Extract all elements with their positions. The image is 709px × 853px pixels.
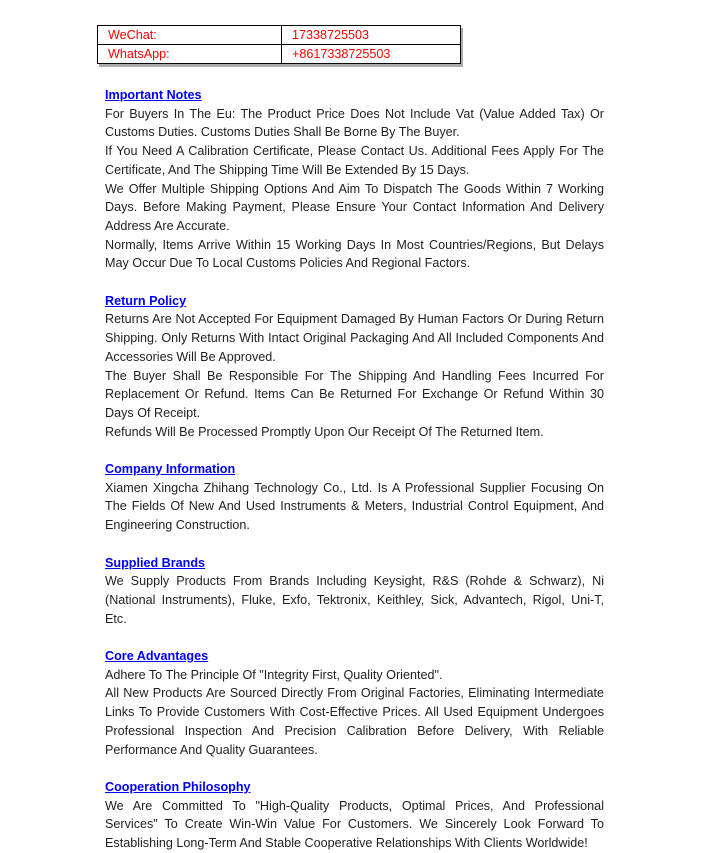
table-row [98,45,461,64]
paragraph: Normally, Items Arrive Within 15 Working Days In Most Countries/Regions, But Delays May Occur Due To Local Customs Policies And Regional Factors. [105,237,604,271]
paragraph: We Supply Products From Brands Including Keysight, R&S (Rohde & Schwarz), Ni (National Instruments), Fluke, Exfo, Tektronix, Keithley, Sick, Advantech, Rigol, Uni-T, Etc. [105,574,604,626]
contact-table [97,25,461,64]
paragraph: All New Products Are Sourced Directly From Original Factories, Eliminating Intermediate Links To Provide Customers With Cost-Effective Prices. All Used Equipment Undergoes Professional Inspection And Precision Calibration Before Delivery, With Reliable Performance And Quality Guarantees. [105,686,604,757]
section-heading-return-policy: Return Policy [105,293,187,308]
paragraph: We Are Committed To "High-Quality Products, Optimal Prices, And Professional Services" To Create Win-Win Value For Customers. We Sincerely Look Forward To Establishing Long-Term And Stable Cooperative Relationships With Clients Worldwide! [105,798,604,851]
contact-label-wechat: WeChat: [98,26,282,45]
paragraph: We Offer Multiple Shipping Options And Aim To Dispatch The Goods Within 7 Working Days. Before Making Payment, Please Ensure Your Contact Information And Delivery Address Are Accurate. [105,181,604,233]
paragraph: Returns Are Not Accepted For Equipment Damaged By Human Factors Or During Return Shipping. Only Returns With Intact Original Packaging And All Included Components And Accessories Will Be Approved. [105,312,604,364]
document-body [105,86,604,853]
paragraph: Adhere To The Principle Of "Integrity First, Quality Oriented". [105,667,443,682]
section-cooperation-philosophy [105,778,604,853]
section-supplied-brands [105,554,604,629]
table-row [98,26,461,45]
section-return-policy [105,292,604,442]
section-heading-important-notes: Important Notes [105,88,202,102]
section-heading-cooperation-philosophy: Cooperation Philosophy [105,779,251,794]
section-heading-core-advantages: Core Advantages [105,649,209,664]
contact-value-whatsapp: +8617338725503 [282,45,461,64]
paragraph: If You Need A Calibration Certificate, Please Contact Us. Additional Fees Apply For The Certificate, And The Shipping Time Will Be Extended By 15 Days. [105,144,604,177]
contact-label-whatsapp: WhatsApp: [98,45,282,64]
section-core-advantages [105,647,604,759]
section-important-notes [105,86,604,273]
paragraph: Xiamen Xingcha Zhihang Technology Co., Ltd. Is A Professional Supplier Focusing On The Fields Of New And Used Instruments & Meters, Industrial Control Equipment, And Engineering Construction. [105,480,604,533]
paragraph: For Buyers In The Eu: The Product Price Does Not Include Vat (Value Added Tax) Or Customs Duties. Customs Duties Shall Be Borne By The Buyer. [105,106,604,140]
section-heading-company-information: Company Information [105,462,236,477]
section-heading-supplied-brands: Supplied Brands [105,555,206,570]
paragraph: The Buyer Shall Be Responsible For The Shipping And Handling Fees Incurred For Replacement Or Refund. Items Can Be Returned For Exchange Or Refund Within 30 Days Of Receipt. [105,368,604,420]
section-company-information [105,460,604,535]
contact-value-wechat: 17338725503 [282,26,461,45]
paragraph: Refunds Will Be Processed Promptly Upon Our Receipt Of The Returned Item. [105,424,544,439]
